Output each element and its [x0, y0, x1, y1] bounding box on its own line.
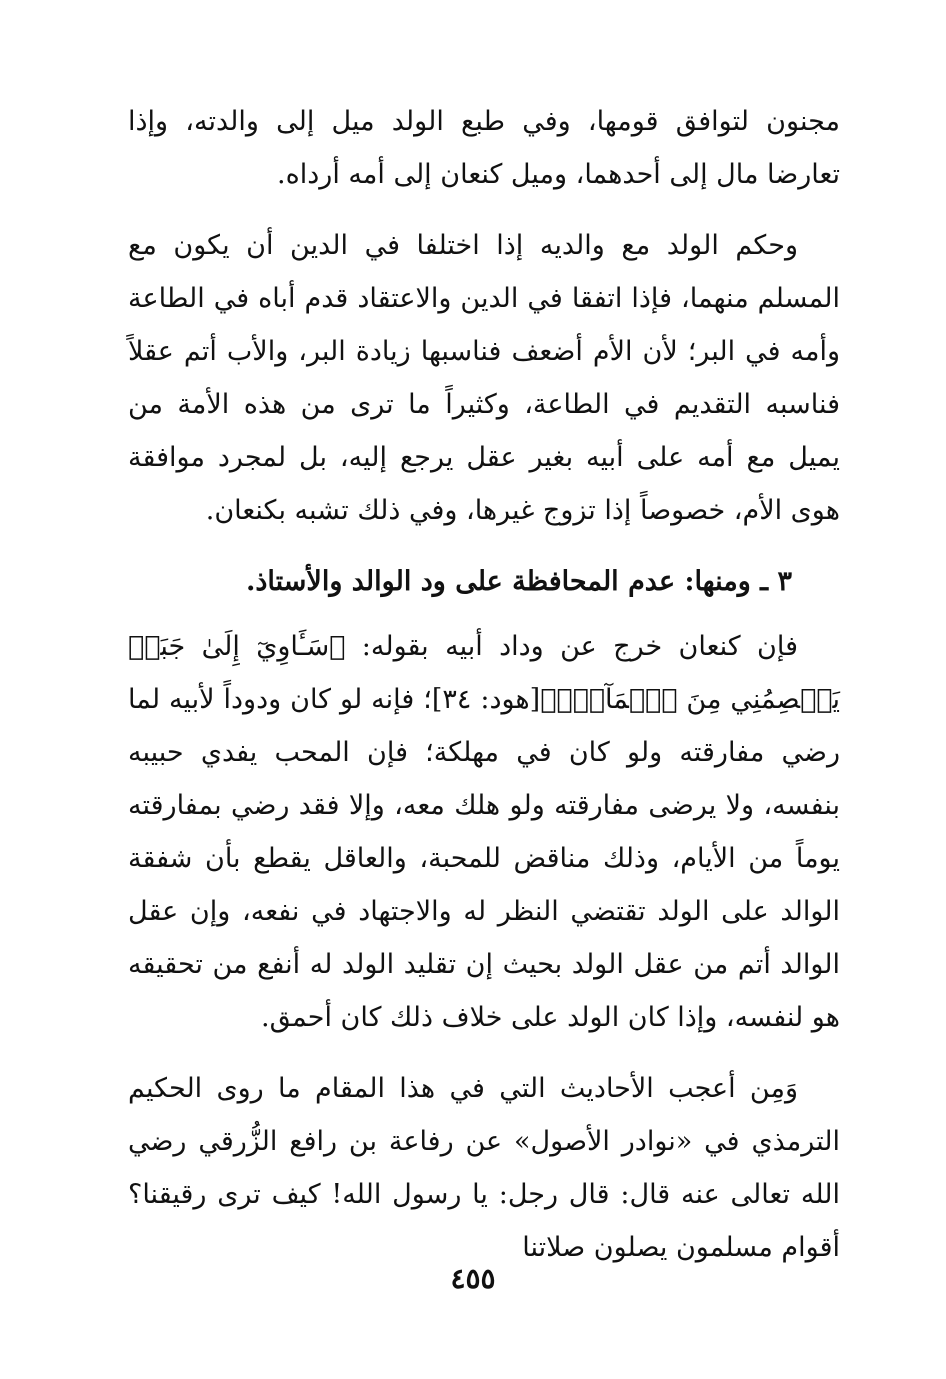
paragraph-4: وَمِن أعجب الأحاديث التي في هذا المقام ما روى الحكيم الترمذي في «نوادر الأصول» عن رفاعة بن رافع الزُّرقي رضي الله تعالى عنه قال: قال رجل: يا رسول الله! كيف ترى رقيقنا؟ أقوام مسلمون يصلون صلاتنا: [128, 1073, 840, 1263]
paragraph-3-intro: فإن كنعان خرج عن وداد أبيه بقوله:: [345, 631, 798, 662]
quran-verse: ﴿سَـَٔاوِيٓ إِلَىٰ جَبَلٖ يَعۡصِمُنِي مِنَ ٱلۡمَآءِۚ﴾: [128, 631, 840, 715]
paragraph-3-body: [هود: ٣٤]؛ فإنه لو كان ودوداً لأبيه لما رضي مفارقته ولو كان في مهلكة؛ فإن المحب يفدي حبيبه بنفسه، ولا يرضى مفارقته ولو هلك معه، وإلا فقد رضي بمفارقته يوماً من الأيام، وذلك مناقض للمحبة، والعاقل يقطع بأن شفقة الوالد على الولد تقتضي النظر له والاجتهاد في نفعه، وإن عقل الوالد أتم من عقل الولد بحيث إن تقليد الولد له أنفع من تحقيقه هو لنفسه، وإذا كان الولد على خلاف ذلك كان أحمق.: [128, 684, 840, 1033]
section-heading: ٣ ـ ومنها: عدم المحافظة على ود الوالد والأستاذ.: [246, 566, 792, 597]
page-number: ٤٥٥: [450, 1262, 496, 1295]
paragraph-3: [128, 620, 840, 1044]
page-body: [128, 95, 840, 1292]
paragraph-1: مجنون لتوافق قومها، وفي طبع الولد ميل إلى والدته، وإذا تعارضا مال إلى أحدهما، وميل كنعان إلى أمه أرداه.: [128, 106, 840, 190]
paragraph-2: وحكم الولد مع والديه إذا اختلفا في الدين أن يكون مع المسلم منهما، فإذا اتفقا في الدين والاعتقاد قدم أباه في الطاعة وأمه في البر؛ لأن الأم أضعف فناسبها زيادة البر، والأب أتم عقلاً فناسبه التقديم في الطاعة، وكثيراً ما ترى من هذه الأمة من يميل مع أمه على أبيه بغير عقل يرجع إليه، بل لمجرد موافقة هوى الأم، خصوصاً إذا تزوج غيرها، وفي ذلك تشبه بكنعان.: [128, 230, 840, 526]
